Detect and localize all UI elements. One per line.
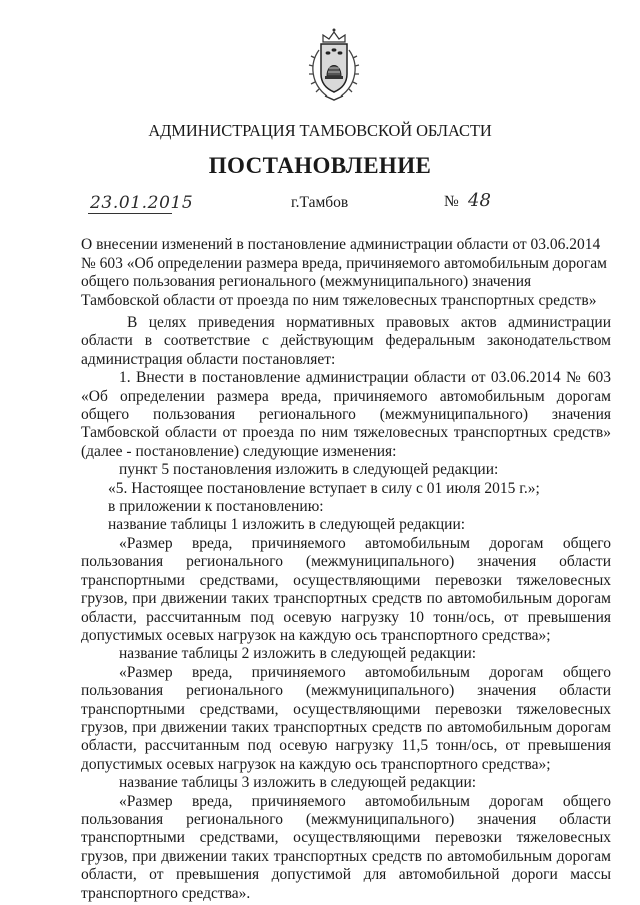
coat-of-arms-icon: [303, 26, 365, 106]
table-1-label: название таблицы 1 изложить в следующей редакции:: [108, 516, 466, 534]
appendix-label: в приложении к постановлению:: [108, 498, 324, 516]
organization-title: АДМИНИСТРАЦИЯ ТАМБОВСКОЙ ОБЛАСТИ: [148, 121, 492, 140]
table-3-text: «Размер вреда, причиняемого автомобильным дорогам общего пользования регионального (межмуниципального) значения области транспортными средствами, осуществляющими перевозки тяжеловесных грузов, при движении таких транспортных средств по автомобильным дорогам области, от превышения допустимой для автомобильной дороги массы транспортного средства».: [81, 792, 611, 902]
document-city: г.Тамбов: [291, 194, 349, 211]
point-5-text: «5. Настоящее постановление вступает в силу с 01 июля 2015 г.»;: [108, 479, 540, 497]
document-number: 48: [468, 190, 491, 211]
number-label: №: [444, 193, 459, 210]
document-body: [81, 314, 611, 903]
table-2-label: название таблицы 2 изложить в следующей редакции:: [119, 645, 477, 663]
document-subject: О внесении изменений в постановление администрации области от 03.06.2014 № 603 «Об определении размера вреда, причиняемого автомобильным дорогам общего пользования регионального (межмуниципального) значения Тамбовской области от проезда по ним тяжеловесных транспортных средств»: [81, 236, 607, 309]
document-date: 23.01.2015: [90, 193, 194, 213]
intro-paragraph: В целях приведения нормативных правовых актов администрации области в соответствие с действующим федеральным законодательством администрация области постановляет:: [81, 314, 611, 368]
point-5-label: пункт 5 постановления изложить в следующей редакции:: [119, 461, 499, 479]
table-3-label: название таблицы 3 изложить в следующей редакции:: [119, 774, 477, 792]
item-1-paragraph: 1. Внести в постановление администрации области от 03.06.2014 № 603 «Об определении размера вреда, причиняемого автомобильным дорогам общего пользования регионального (межмуниципального) значения Тамбовской области от проезда по ним тяжеловесных транспортных средств» (далее - постановление) следующие изменения:: [81, 369, 611, 460]
date-underline: [88, 213, 172, 214]
table-2-text: «Размер вреда, причиняемого автомобильным дорогам общего пользования регионального (межмуниципального) значения области транспортными средствами, осуществляющими перевозки тяжеловесных грузов, при движении таких транспортных средств по автомобильным дорогам области, рассчитанным под осевую нагрузку 11,5 тонн/ось, от превышения допустимых осевых нагрузок на каждую ось транспортного средства»;: [81, 663, 611, 773]
document-type: ПОСТАНОВЛЕНИЕ: [208, 153, 432, 178]
table-1-text: «Размер вреда, причиняемого автомобильным дорогам общего пользования регионального (межмуниципального) значения области транспортными средствами, осуществляющими перевозки тяжеловесных грузов, при движении таких транспортных средств по автомобильным дорогам области, рассчитанным под осевую нагрузку 10 тонн/ось, от превышения допустимых осевых нагрузок на каждую ось транспортного средства»;: [81, 534, 611, 644]
